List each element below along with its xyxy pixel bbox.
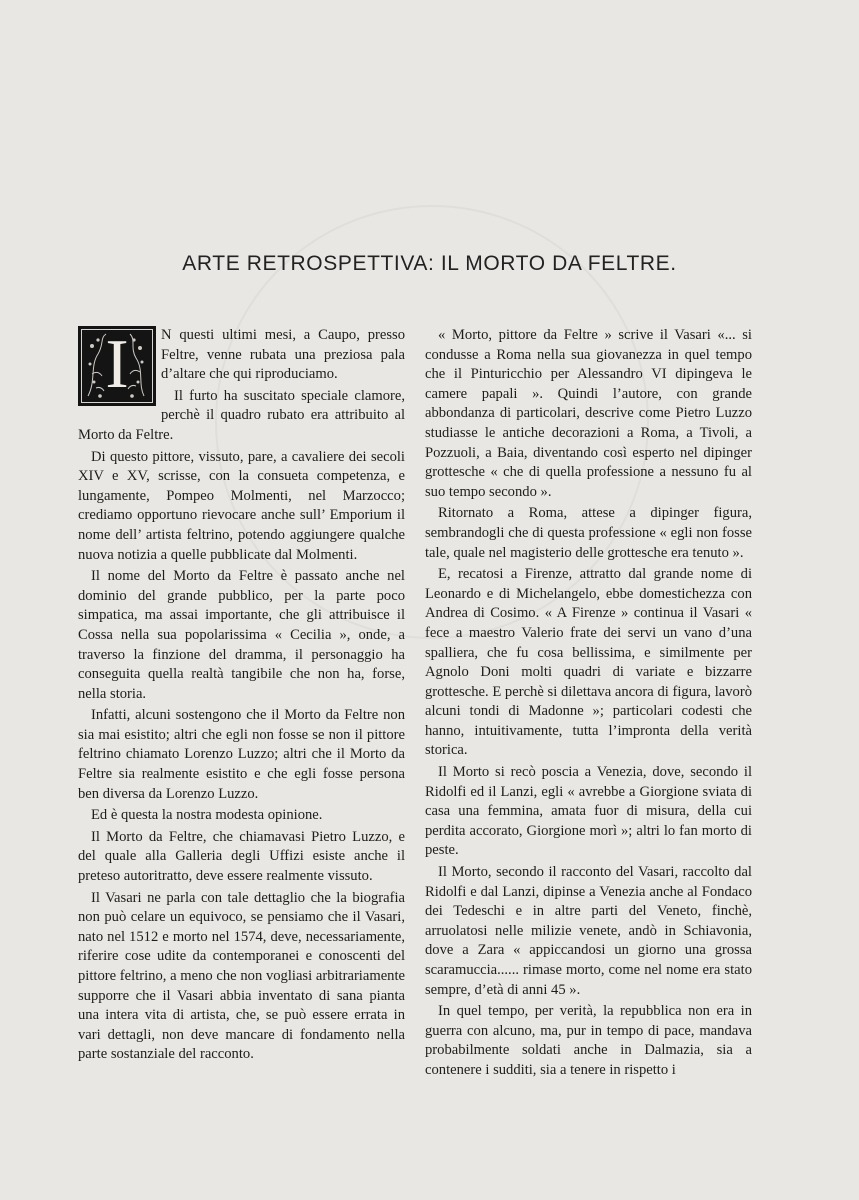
paragraph: Il Vasari ne parla con tale dettaglio che la biografia non può celare un equivoco, se pensiamo che il Vasari, nato nel 1512 e morto nel 1574, deve, necessariamente, riferire cose udite da contemporanei e conoscenti del pittore feltrino, a meno che non vogliasi arbitrariamente supporre che il Vasari abbia inventato di sana pianta una intera vita di artista, che, se può essere errata in vari dettagli, non deve mancare di fondamento nella parte sostanziale del racconto. bbox=[78, 889, 405, 1063]
left-column bbox=[78, 326, 405, 1065]
paragraph: Il furto ha suscitato speciale clamore, perchè il quadro rubato era attribuito al Morto da Feltre. bbox=[78, 387, 405, 443]
paragraph: Il nome del Morto da Feltre è passato anche nel dominio del grande pubblico, per la parte poco simpatica, ma assai importante, che gli attribuisce il Cossa nella sua popolarissima « Cecilia », onde, a traverso la finzione del dramma, il personaggio ha conseguita quella realtà tangibile che non ha, forse, nella storia. bbox=[78, 568, 405, 702]
right-column bbox=[425, 326, 752, 1081]
paragraph: Infatti, alcuni sostengono che il Morto da Feltre non sia mai esistito; altri che egli non fosse se non il pittore feltrino chiamato Lorenzo Luzzo; altri che il Morto da Feltre sia realmente esistito e che egli fosse persona ben diversa da Lorenzo Luzzo. bbox=[78, 707, 405, 802]
paragraph: « Morto, pittore da Feltre » scrive il Vasari «... si condusse a Roma nella sua giovanezza in quel tempo che il Pinturicchio per Alessandro VI dipingeva le camere papali ». Quindi l’autore, con grande abbondanza di particolari, descrive come Pietro Luzzo studiasse le antiche decorazioni a Roma, a Tivoli, a Pozzuoli, a Baia, diventando così esperto nel dipinger grottesche « che di quella professione a nessuno fu al suo tempo secondo ». bbox=[425, 327, 752, 500]
paragraph: Il Morto si recò poscia a Venezia, dove, secondo il Ridolfi ed il Lanzi, egli « avrebbe a Giorgione sviata di casa una femmina, amata fuor di misura, della cui perdita accorato, Giorgione morì »; altri lo fan morto di peste. bbox=[425, 764, 752, 859]
paragraph: E, recatosi a Firenze, attratto dal grande nome di Leonardo e di Michelangelo, ebbe domestichezza con Andrea di Cosimo. « A Firenze » continua il Vasari « fece a maestro Valerio frate dei servi un vano d’una spalliera, che fu cosa bellissima, e similmente per Agnolo Doni molti quadri di variate e bizzarre grottesche. E perchè si dilettava ancora di figura, lavorò alcuni tondi di Madonne »; particolari codesti che hanno, intuitivamente, tutta l’impronta della verità storica. bbox=[425, 566, 752, 759]
article-title: ARTE RETROSPETTIVA: IL MORTO DA FELTRE. bbox=[182, 252, 677, 275]
paragraph: In quel tempo, per verità, la repubblica non era in guerra con alcuno, ma, pur in tempo di pace, mandava probabilmente soldati anche in Dalmazia, sia a contenere i sudditi, sia a tenere in rispetto i bbox=[425, 1003, 752, 1078]
paragraph: N questi ultimi mesi, a Caupo, presso Feltre, venne rubata una preziosa pala d’altare che qui riproduciamo. bbox=[161, 327, 405, 383]
paragraph: Ed è questa la nostra modesta opinione. bbox=[91, 807, 323, 824]
paragraph: Il Morto da Feltre, che chiamavasi Pietro Luzzo, e del quale alla Galleria degli Uffizi esiste anche il preteso autoritratto, deve essere realmente vissuto. bbox=[78, 828, 405, 885]
paragraph: Il Morto, secondo il racconto del Vasari, raccolto dal Ridolfi e dal Lanzi, dipinse a Venezia anche al Fondaco dei Tedeschi e in altre parti del Veneto, finchè, arruolatosi nelle milizie venete, andò in Schiavonia, dove a Zara « appiccandosi un giorno una grossa scaramuccia...... rimase morto, come nel nome era stato sempre, d’età di anni 45 ». bbox=[425, 864, 752, 998]
paragraph: Ritornato a Roma, attese a dipinger figura, sembrandogli che di questa professione « egli non fosse tale, quale nel magisterio delle grottesche era tenuto ». bbox=[425, 505, 752, 561]
drop-cap-letter: I bbox=[105, 326, 129, 403]
paragraph: Di questo pittore, vissuto, pare, a cavaliere dei secoli XIV e XV, scrisse, con la consueta competenza, e lungamente, Pompeo Molmenti, nel Marzocco; crediamo opportuno rievocare anche sull’ Emporium il nome dell’ artista feltrino, potendo aggiungere qualche nuova notizia a quelle pubblicate dal Molmenti. bbox=[78, 448, 405, 563]
drop-cap-initial bbox=[78, 326, 156, 406]
